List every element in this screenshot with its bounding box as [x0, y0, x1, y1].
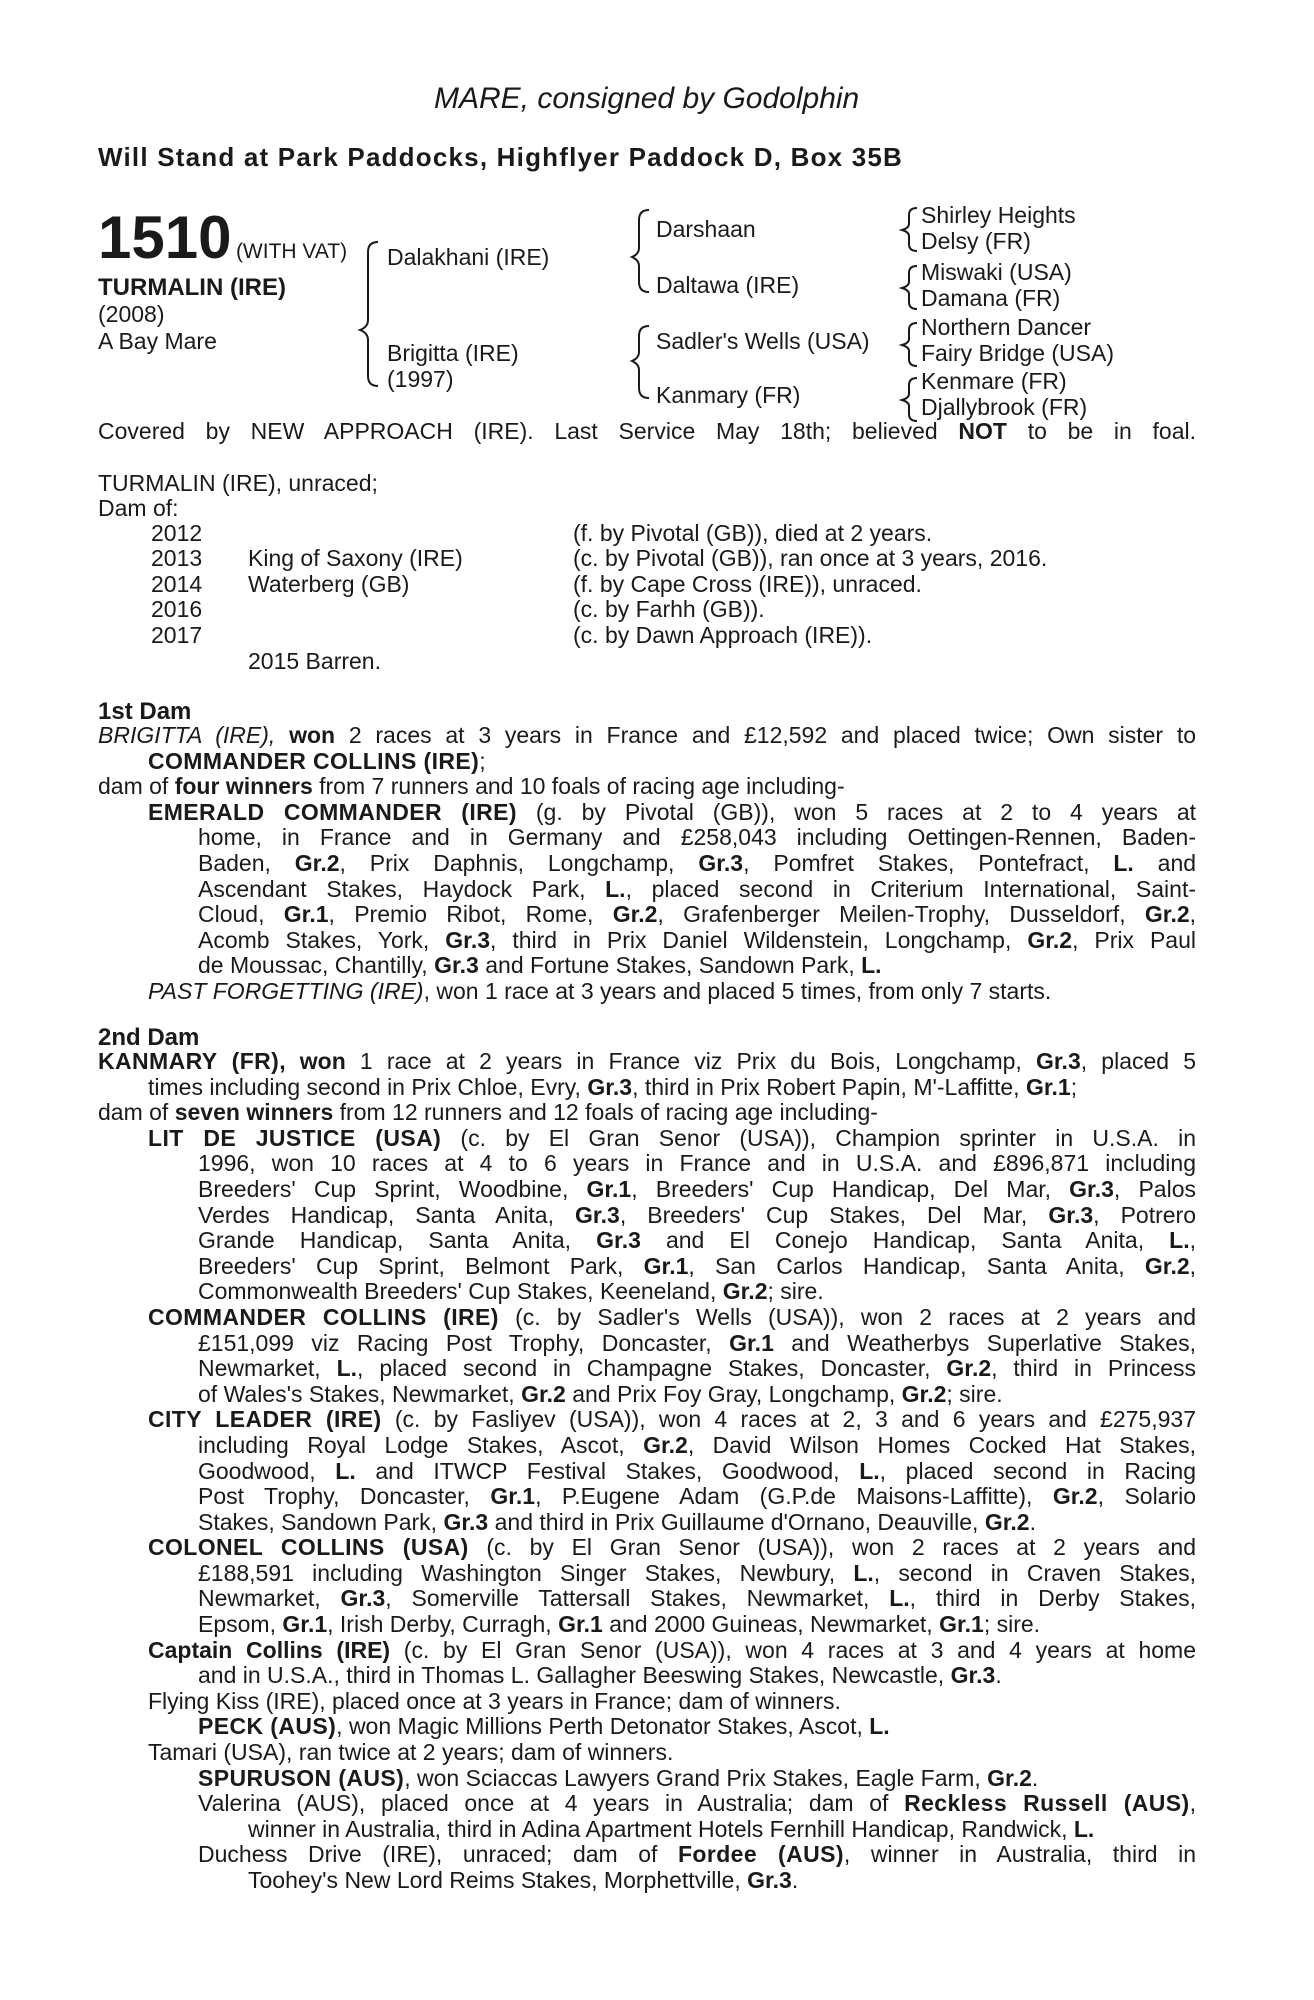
dam: Brigitta (IRE) — [387, 340, 519, 366]
tamari-entry: Tamari (USA), ran twice at 2 years; dam of winners. — [148, 1739, 674, 1766]
sire-dam: Daltawa (IRE) — [656, 272, 800, 298]
colonel-collins-entry: COLONEL COLLINS (USA) (c. by El Gran Senor (USA)), won 2 races at 2 years and — [148, 1534, 1196, 1561]
produce-table — [151, 521, 1047, 648]
past-forgetting-entry: PAST FORGETTING (IRE), won 1 race at 3 years and placed 5 times, from only 7 starts. — [148, 977, 1052, 1004]
city-leader-entry: CITY LEADER (IRE) (c. by Fasliyev (USA)), won 4 races at 2, 3 and 6 years and £275,937 — [148, 1406, 1196, 1433]
great-grandparent-2: Delsy (FR) — [921, 228, 1031, 254]
great-grandparent-8: Djallybrook (FR) — [921, 394, 1088, 420]
great-grandparent-1: Shirley Heights — [921, 202, 1076, 228]
covered-line: Covered by NEW APPROACH (IRE). Last Service May 18th; believed NOT to be in foal. — [98, 418, 1197, 444]
produce-row: 2012 (f. by Pivotal (GB)), died at 2 years. — [151, 520, 933, 546]
not-in-foal-emphasis: NOT — [958, 418, 1007, 444]
dam-sire: Sadler's Wells (USA) — [656, 328, 870, 354]
first-dam-heading: 1st Dam — [98, 698, 192, 725]
bracket-g78 — [902, 378, 917, 421]
barren-note: 2015 Barren. — [248, 648, 381, 674]
dam-dam: Kanmary (FR) — [656, 382, 801, 408]
produce-row: 2016 (c. by Farhh (GB)). — [151, 596, 765, 623]
horse-description: A Bay Mare — [98, 328, 217, 354]
sire-sire: Darshaan — [656, 216, 756, 242]
bracket-g12 — [902, 208, 917, 251]
horse-name: TURMALIN (IRE) — [98, 274, 286, 301]
first-dam-section: BRIGITTA (IRE), won 2 races at 3 years in France and £12,592 and placed twice; Own sister to COMMANDER COLLINS (IRE); dam of four winners from 7 runners and 10 foals of racing age including- EMERALD COMMANDER (IRE) (g. by Pivotal (GB)), won 5 races at 2 to 4 years at home, in France and in Germany and £258,043 including Oettingen-Rennen, Baden- Baden, Gr.2, Prix Daphnis, Longchamp, Gr.3, Pomfret Stakes, Pontefract, L. and Ascendant Stakes, Haydock Park, L., placed second in Criterium International, Saint- Cloud, Gr.1, Premio Ribot, Rome, Gr.2, Grafenberger Meilen-Trophy, Dusseldorf, Gr.2, Acomb Stakes, York, Gr.3, third in Prix Daniel Wildenstein, Longchamp, Gr.2, Prix Paul de Moussac, Chantilly, Gr.3 and Fortune Stakes, Sandown Park, L. PAST FORGETTING (IRE), won 1 race at 3 years and placed 5 times, from only 7 starts. — [98, 722, 1197, 1004]
spuruson-entry: SPURUSON (AUS), won Sciaccas Lawyers Grand Prix Stakes, Eagle Farm, Gr.2. — [198, 1764, 1039, 1791]
second-dam-section: KANMARY (FR), won 1 race at 2 years in France viz Prix du Bois, Longchamp, Gr.3, placed 5 times including second in Prix Chloe, Evry, Gr.3, third in Prix Robert Papin, M'-Laffitte, Gr.1; dam of seven winners from 12 runners and 12 foals of racing age including- LIT DE JUSTICE (USA) (c. by El Gran Senor (USA)), Champion sprinter in U.S.A. in 1996, won 10 races at 4 to 6 years in France and in U.S.A. and £896,871 including Breeders' Cup Sprint, Woodbine, Gr.1, Breeders' Cup Handicap, Del Mar, Gr.3, Palos Verdes Handicap, Santa Anita, Gr.3, Breeders' Cup Stakes, Del Mar, Gr.3, Potrero Grande Handicap, Santa Anita, Gr.3 and El Conejo Handicap, Santa Anita, L., Breeders' Cup Sprint, Belmont Park, Gr.1, San Carlos Handicap, Santa Anita, Gr.2, Commonwealth Breeders' Cup Stakes, Keeneland, Gr.2; sire. COMMANDER COLLINS (IRE) (c. by Sadler's Wells (USA)), won 2 races at 2 years and £151,099 viz Racing Post Trophy, Doncaster, Gr.1 and Weatherbys Superlative Stakes, Newmarket, L., placed second in Champagne Stakes, Doncaster, Gr.2, third in Princess of Wales's Stakes, Newmarket, Gr.2 and Prix Foy Gray, Longchamp, Gr.2; sire. CITY LEADER (IRE) (c. by Fasliyev (USA)), won 4 races at 2, 3 and 6 years and £275,937 including Royal Lodge Stakes, Ascot, Gr.2, David Wilson Homes Cocked Hat Stakes, Goodwood, L. and ITWCP Festival Stakes, Goodwood, L., placed second in Racing Post Trophy, Doncaster, Gr.1, P.Eugene Adam (G.P.de Maisons-Laffitte), Gr.2, Solario Stakes, Sandown Park, Gr.3 and third in Prix Guillaume d'Ornano, Deauville, Gr.2. COLONEL COLLINS (USA) (c. by El Gran Senor (USA)), won 2 races at 2 years and £188,591 including Washington Singer Stakes, Newbury, L., second in Craven Stakes, Newmarket, Gr.3, Somerville Tattersall Stakes, Newmarket, L., third in Derby Stakes, Epsom, Gr.1, Irish Derby, Curragh, Gr.1 and 2000 Guineas, Newmarket, Gr.1; sire. Captain Collins (IRE) (c. by El Gran Senor (USA)), won 4 races at 3 and 4 years at home and in U.S.A., third in Thomas L. Gallagher Beeswing Stakes, Newcastle, Gr.3. Flying Kiss (IRE), placed once at 3 years in France; dam of winners. PECK (AUS), won Magic Millions Perth Detonator Stakes, Ascot, L. Tamari (USA), ran twice at 2 years; dam of winners. SPURUSON (AUS), won Sciaccas Lawyers Grand Prix Stakes, Eagle Farm, Gr.2. Valerina (AUS), placed once at 4 years in Australia; dam of Reckless Russell (AUS), winner in Australia, third in Adina Apartment Hotels Fernhill Handicap, Randwick, L. Duchess Drive (IRE), unraced; dam of Fordee (AUS), winner in Australia, third in Toohey's New Lord Reims Stakes, Morphettville, Gr.3. — [98, 1048, 1197, 1893]
lit-de-justice-entry: LIT DE JUSTICE (USA) (c. by El Gran Senor (USA)), Champion sprinter in U.S.A. in — [148, 1124, 1197, 1151]
produce-row: 2014 Waterberg (GB) (f. by Cape Cross (IRE)), unraced. — [151, 570, 922, 597]
great-grandparent-5: Northern Dancer — [921, 314, 1092, 340]
peck-entry: PECK (AUS), won Magic Millions Perth Detonator Stakes, Ascot, L. — [198, 1713, 890, 1740]
great-grandparent-7: Kenmare (FR) — [921, 368, 1067, 394]
great-grandparent-4: Damana (FR) — [921, 285, 1061, 311]
lot-subtitle: MARE, consigned by Godolphin — [434, 82, 860, 115]
vat-note: (WITH VAT) — [235, 240, 348, 263]
second-dam-heading: 2nd Dam — [98, 1024, 200, 1051]
valerina-entry: Valerina (AUS), placed once at 4 years in Australia; dam of Reckless Russell (AUS), — [198, 1790, 1196, 1817]
produce-intro: TURMALIN (IRE), unraced; — [98, 470, 378, 496]
dam-of-label: Dam of: — [98, 495, 179, 521]
bracket-sire — [632, 210, 649, 292]
horse-year: (2008) — [98, 301, 165, 327]
commander-collins-entry: COMMANDER COLLINS (IRE) (c. by Sadler's Wells (USA)), won 2 races at 2 years and — [148, 1303, 1196, 1330]
great-grandparent-6: Fairy Bridge (USA) — [921, 340, 1114, 366]
bracket-dam — [632, 326, 649, 398]
sire: Dalakhani (IRE) — [387, 244, 550, 270]
produce-row: 2013 King of Saxony (IRE) (c. by Pivotal (GB)), ran once at 3 years, 2016. — [151, 545, 1048, 572]
stand-location: Will Stand at Park Paddocks, Highflyer Paddock D, Box 35B — [98, 142, 904, 172]
bracket-g56 — [902, 323, 917, 366]
flying-kiss-entry: Flying Kiss (IRE), placed once at 3 years in France; dam of winners. — [148, 1687, 841, 1714]
produce-row: 2017 (c. by Dawn Approach (IRE)). — [151, 621, 873, 648]
emerald-commander-entry: EMERALD COMMANDER (IRE) (g. by Pivotal (GB)), won 5 races at 2 to 4 years at — [148, 798, 1197, 825]
lot-number: 1510 — [98, 204, 232, 271]
duchess-drive-entry: Duchess Drive (IRE), unraced; dam of Fordee (AUS), winner in Australia, third in — [198, 1841, 1196, 1868]
pedigree-brackets — [0, 0, 1314, 430]
great-grandparent-3: Miswaki (USA) — [921, 259, 1072, 285]
captain-collins-entry: Captain Collins (IRE) (c. by El Gran Senor (USA)), won 4 races at 3 and 4 years at home — [148, 1636, 1197, 1663]
dam-year: (1997) — [387, 366, 454, 392]
bracket-g34 — [902, 266, 917, 309]
bracket-main — [360, 242, 378, 386]
